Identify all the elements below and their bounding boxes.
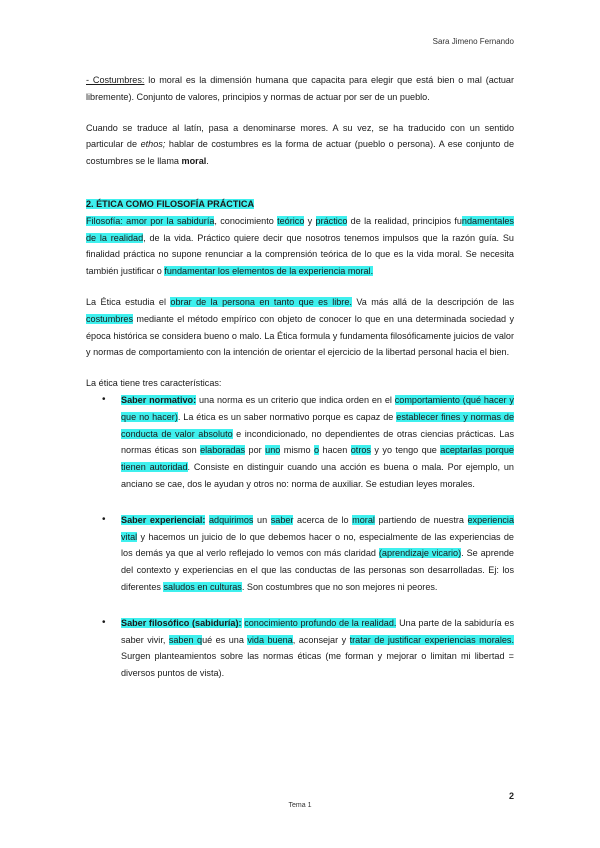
text: un xyxy=(253,514,271,525)
bullet-icon: • xyxy=(102,616,106,628)
paragraph-filosofia xyxy=(86,213,514,280)
text: acerca de lo xyxy=(293,514,353,525)
spacer xyxy=(86,596,514,615)
highlight: fundamentar los elementos de la experiencia moral. xyxy=(164,266,374,277)
highlight: tratar de justificar experiencias morales. xyxy=(349,634,514,645)
highlight: saber xyxy=(270,514,294,525)
highlight: conocimiento profundo de la realidad. xyxy=(244,617,397,628)
page-content xyxy=(86,72,514,682)
text: La Ética estudia el xyxy=(86,296,171,307)
highlight: o xyxy=(314,445,320,456)
text: e incondicionado, no dependientes de otras ciencias prácticas. Las normas éticas son xyxy=(121,428,514,456)
text: ué es una xyxy=(202,634,248,645)
highlight: establecer fines y normas de conducta de valor absoluto xyxy=(121,411,514,439)
text: mediante el método empírico con objeto de conocer lo que en una determinada sociedad y época histórica se considera bueno o malo. La Ética formula y fundamenta filosóficamente juicios de valor y normas de comportamiento con la intención de orientar el ejercicio de la libertad personal hacia el bien. xyxy=(86,313,514,358)
highlight: experiencia vital xyxy=(121,514,515,542)
highlight: obrar de la persona en tanto que es libre. xyxy=(170,296,352,307)
page-number: 2 xyxy=(508,791,514,801)
text: . Son costumbres que no son mejores ni peores. xyxy=(241,581,438,592)
text: hacen xyxy=(319,445,351,456)
text: Cuando se traduce al latín, pasa a denominarse mores. A su vez, se ha traducido con un sentido particular de xyxy=(86,122,514,150)
bullet-icon: • xyxy=(102,393,106,405)
bullet-icon: • xyxy=(102,513,106,525)
paragraph-intro: La ética tiene tres características: xyxy=(86,378,222,389)
section-heading xyxy=(86,196,514,213)
highlight: comportamiento (qué hacer y que no hacer) xyxy=(121,394,514,422)
highlight: uno xyxy=(265,445,281,456)
text: de la realidad, principios fu xyxy=(347,215,462,226)
paragraph-costumbres xyxy=(86,72,514,106)
text: mismo xyxy=(280,445,314,456)
heading-text: 2. ÉTICA COMO FILOSOFÍA PRÁCTICA xyxy=(86,198,255,209)
highlight: aceptarlas porque tienen autoridad xyxy=(121,445,514,473)
highlight: (aprendizaje vicario) xyxy=(378,548,462,559)
text: y xyxy=(304,215,316,226)
highlight: adquirimos xyxy=(209,514,254,525)
text: hablar de costumbres es la forma de actuar (pueblo o persona). A ese conjunto de costumbres se le llama xyxy=(86,139,514,167)
highlight: elaboradas xyxy=(200,445,246,456)
text: lo moral es la dimensión humana que capacita para elegir que está bien o mal (actuar libremente). Conjunto de valores, principios y normas de actuar por ser de un pueblo. xyxy=(86,75,514,102)
list-item-filosofico xyxy=(86,615,514,682)
footer-label: Tema 1 xyxy=(288,802,312,809)
text: . La ética es un saber normativo porque es capaz de xyxy=(177,411,397,422)
text: . Se aprende del contexto y experiencias en el que las conductas de las personas son desarrolladas. Ej: los diferentes xyxy=(121,548,514,592)
term-costumbres: - Costumbres: xyxy=(86,75,145,85)
highlight: teórico xyxy=(277,215,305,226)
highlight: saludos en culturas xyxy=(163,581,242,592)
text: por xyxy=(245,445,266,456)
highlight: saben q xyxy=(168,634,203,645)
text: y hacemos un juicio de lo que debemos hacer o no, especialmente de las experiencias de los demás ya que al verlo reflejado lo vemos con más claridad xyxy=(121,531,514,559)
header-author: Sara Jimeno Fernando xyxy=(432,37,514,46)
term-moral: moral xyxy=(181,156,207,167)
highlight: Saber experiencial: xyxy=(121,514,206,525)
text: Una parte de la sabiduría es saber vivir, xyxy=(121,617,514,645)
paragraph-mores xyxy=(86,120,514,170)
text: una norma es un criterio que indica orden en el xyxy=(196,394,395,405)
text: Va más allá de la descripción de las xyxy=(351,296,514,307)
highlight: Saber normativo: xyxy=(121,394,197,405)
highlight: costumbres xyxy=(86,313,134,324)
highlight: otros xyxy=(350,445,371,456)
highlight: vida buena xyxy=(247,634,293,645)
term-ethos: ethos; xyxy=(140,139,166,150)
text: . xyxy=(206,156,209,167)
characteristics-list xyxy=(86,392,514,682)
paragraph-etica-estudia xyxy=(86,294,514,361)
highlight: práctico xyxy=(315,215,348,226)
spacer xyxy=(86,493,514,512)
highlight: Filosofía: amor por la sabiduría xyxy=(86,215,215,226)
list-item-normativo xyxy=(86,392,514,493)
text: partiendo de nuestra xyxy=(374,514,468,525)
list-item-experiencial xyxy=(86,512,514,596)
text: y yo tengo que xyxy=(370,445,441,456)
highlight: Saber filosófico (sabiduría): xyxy=(121,617,242,628)
text: . Consiste en distinguir cuando una acción es buena o mala. Por ejemplo, un anciano se cae, dos le ayudan y otros no: norma de auxiliar. Se estudian leyes morales. xyxy=(121,462,514,489)
text: Surgen planteamientos sobre las normas éticas (me forman y mejorar o limitan mi libertad = diversos puntos de vista). xyxy=(121,651,514,679)
highlight: ndamentales de la realidad xyxy=(86,215,514,243)
text: , de la vida. Práctico quiere decir que nosotros tenemos impulsos que la razón guía. Su finalidad práctica no supone renunciar a la comprensión teórica de lo que es la vida moral. Se necesita también justificar o xyxy=(86,232,514,277)
highlight: moral xyxy=(352,514,375,525)
text: , aconsejar y xyxy=(292,634,350,645)
text: , conocimiento xyxy=(214,215,278,226)
